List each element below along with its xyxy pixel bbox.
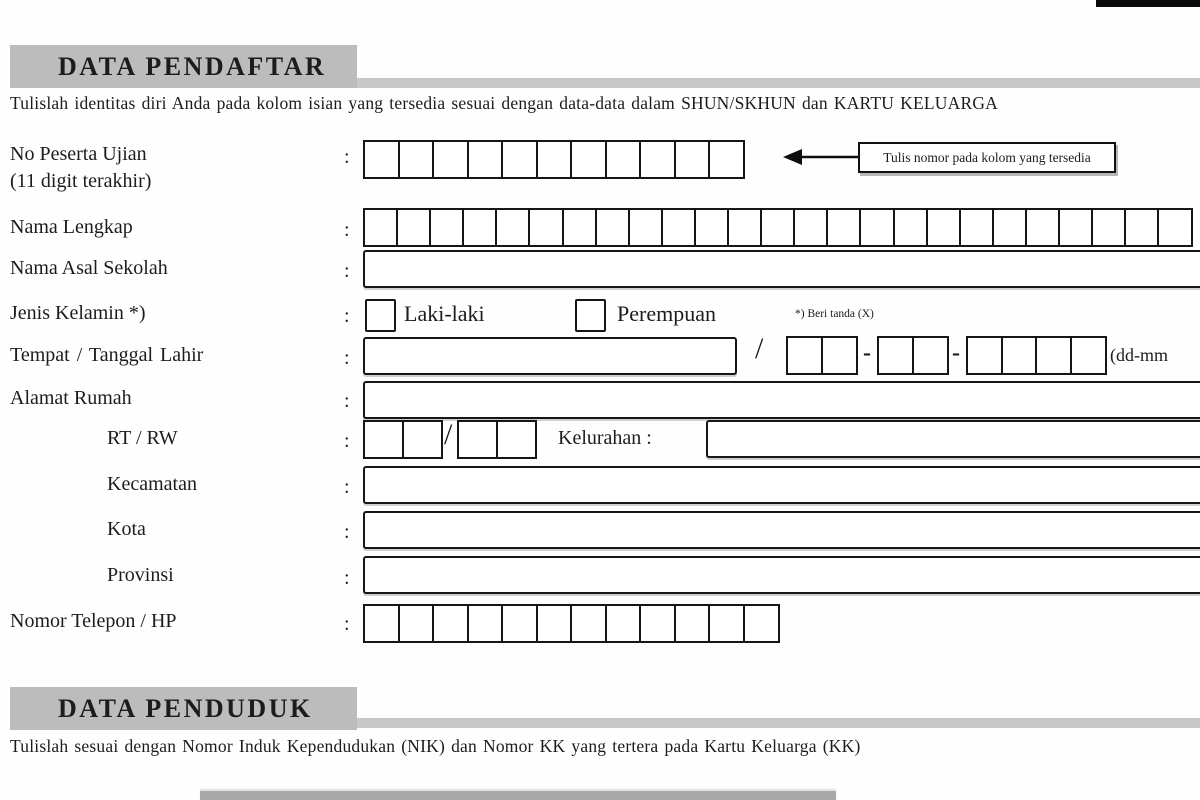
field-label: RT / RW [107,427,178,449]
kelurahan-label: Kelurahan : [558,427,652,449]
char-box[interactable] [1001,336,1038,375]
colon-separator: : [344,613,350,635]
dash-separator: - [952,340,960,366]
char-box[interactable] [462,208,498,247]
telepon-digit-boxes[interactable] [363,604,780,643]
char-box[interactable] [536,140,573,179]
char-box[interactable] [595,208,631,247]
char-box[interactable] [694,208,730,247]
char-box[interactable] [467,140,504,179]
char-box[interactable] [1058,208,1094,247]
char-box[interactable] [501,140,538,179]
char-box[interactable] [432,604,469,643]
char-box[interactable] [826,208,862,247]
char-box[interactable] [605,140,642,179]
char-box[interactable] [1124,208,1160,247]
date-format-hint: (dd-mm [1110,345,1168,365]
nama-lengkap-character-boxes[interactable] [363,208,1193,247]
char-box[interactable] [877,336,914,375]
char-box[interactable] [912,336,949,375]
char-box[interactable] [708,140,745,179]
char-box[interactable] [1035,336,1072,375]
char-box[interactable] [363,604,400,643]
colon-separator: : [344,567,350,589]
char-box[interactable] [628,208,664,247]
colon-separator: : [344,347,350,369]
char-box[interactable] [457,420,498,459]
char-box[interactable] [1157,208,1193,247]
mark-instruction-note: *) Beri tanda (X) [795,308,874,320]
colon-separator: : [344,476,350,498]
birth-year-boxes[interactable] [966,336,1107,375]
char-box[interactable] [570,604,607,643]
char-box[interactable] [570,140,607,179]
field-label: Nama Lengkap [10,216,133,238]
birth-day-boxes[interactable] [786,336,858,375]
char-box[interactable] [1025,208,1061,247]
char-box[interactable] [786,336,823,375]
colon-separator: : [344,305,350,327]
field-label: Alamat Rumah [10,387,132,409]
rw-boxes[interactable] [457,420,537,459]
checkbox-perempuan[interactable] [575,299,606,332]
char-box[interactable] [1070,336,1107,375]
char-box[interactable] [432,140,469,179]
option-label-perempuan: Perempuan [617,301,716,326]
colon-separator: : [344,260,350,282]
checkbox-laki-laki[interactable] [365,299,396,332]
char-box[interactable] [495,208,531,247]
char-box[interactable] [893,208,929,247]
partial-box-row-bottom [200,791,836,800]
char-box[interactable] [760,208,796,247]
char-box[interactable] [396,208,432,247]
char-box[interactable] [821,336,858,375]
input-box-kecamatan[interactable] [363,466,1200,504]
char-box[interactable] [793,208,829,247]
char-box[interactable] [959,208,995,247]
section2-title: DATA PENDUDUK [58,693,313,723]
char-box[interactable] [402,420,443,459]
char-box[interactable] [501,604,538,643]
field-label: Jenis Kelamin *) [10,302,146,324]
field-label: Nama Asal Sekolah [10,257,168,279]
char-box[interactable] [708,604,745,643]
field-label: Nomor Telepon / HP [10,610,177,632]
section1-instruction: Tulislah identitas diri Anda pada kolom isian yang tersedia sesuai dengan data-data dalam SHUN/SKHUN dan KARTU KELUARGA [10,93,999,113]
input-box-provinsi[interactable] [363,556,1200,594]
field-label: Kecamatan [107,473,197,495]
char-box[interactable] [496,420,537,459]
section1-title-bar [10,45,357,88]
field-label-line2: (11 digit terakhir) [10,170,152,192]
section2-header-line [330,718,1200,728]
option-label-laki-laki: Laki-laki [404,301,485,326]
field-label: Provinsi [107,564,174,586]
char-box[interactable] [528,208,564,247]
char-box[interactable] [674,140,711,179]
section2-title-bar [10,687,357,730]
slash-separator: / [444,418,453,451]
char-box[interactable] [859,208,895,247]
char-box[interactable] [1091,208,1127,247]
rt-boxes[interactable] [363,420,443,459]
char-box[interactable] [992,208,1028,247]
annotation-note-text: Tulis nomor pada kolom yang tersedia [883,149,1091,165]
top-right-partial-box [1096,0,1200,7]
annotation-note-box [858,142,1116,173]
char-box[interactable] [743,604,780,643]
char-box[interactable] [661,208,697,247]
char-box[interactable] [727,208,763,247]
char-box[interactable] [363,208,399,247]
section1-title: DATA PENDAFTAR [58,51,327,81]
char-box[interactable] [363,420,404,459]
char-box[interactable] [639,140,676,179]
input-box-kota[interactable] [363,511,1200,549]
char-box[interactable] [926,208,962,247]
char-box[interactable] [674,604,711,643]
section2-instruction: Tulislah sesuai dengan Nomor Induk Kependudukan (NIK) dan Nomor KK yang tertera pada Kartu Keluarga (KK) [10,736,861,756]
field-label: Kota [107,518,146,540]
char-box[interactable] [605,604,642,643]
no-peserta-digit-boxes[interactable] [363,140,745,179]
input-box-kelurahan[interactable] [706,420,1200,458]
char-box[interactable] [467,604,504,643]
char-box[interactable] [966,336,1003,375]
colon-separator: : [344,521,350,543]
char-box[interactable] [429,208,465,247]
input-box-alamat-rumah[interactable] [363,381,1200,419]
colon-separator: : [344,390,350,412]
section1-header-line [330,78,1200,88]
char-box[interactable] [536,604,573,643]
slash-separator: / [755,332,764,365]
input-box-tempat-lahir[interactable] [363,337,737,375]
field-label: Tempat / Tanggal Lahir [10,344,204,366]
field-label: No Peserta Ujian [10,143,147,165]
dash-separator: - [863,340,871,366]
char-box[interactable] [398,604,435,643]
arrow-left-icon [782,146,860,168]
char-box[interactable] [398,140,435,179]
char-box[interactable] [639,604,676,643]
char-box[interactable] [562,208,598,247]
colon-separator: : [344,430,350,452]
colon-separator: : [344,219,350,241]
input-box-nama-asal-sekolah[interactable] [363,250,1200,288]
birth-month-boxes[interactable] [877,336,949,375]
colon-separator: : [344,146,350,168]
char-box[interactable] [363,140,400,179]
